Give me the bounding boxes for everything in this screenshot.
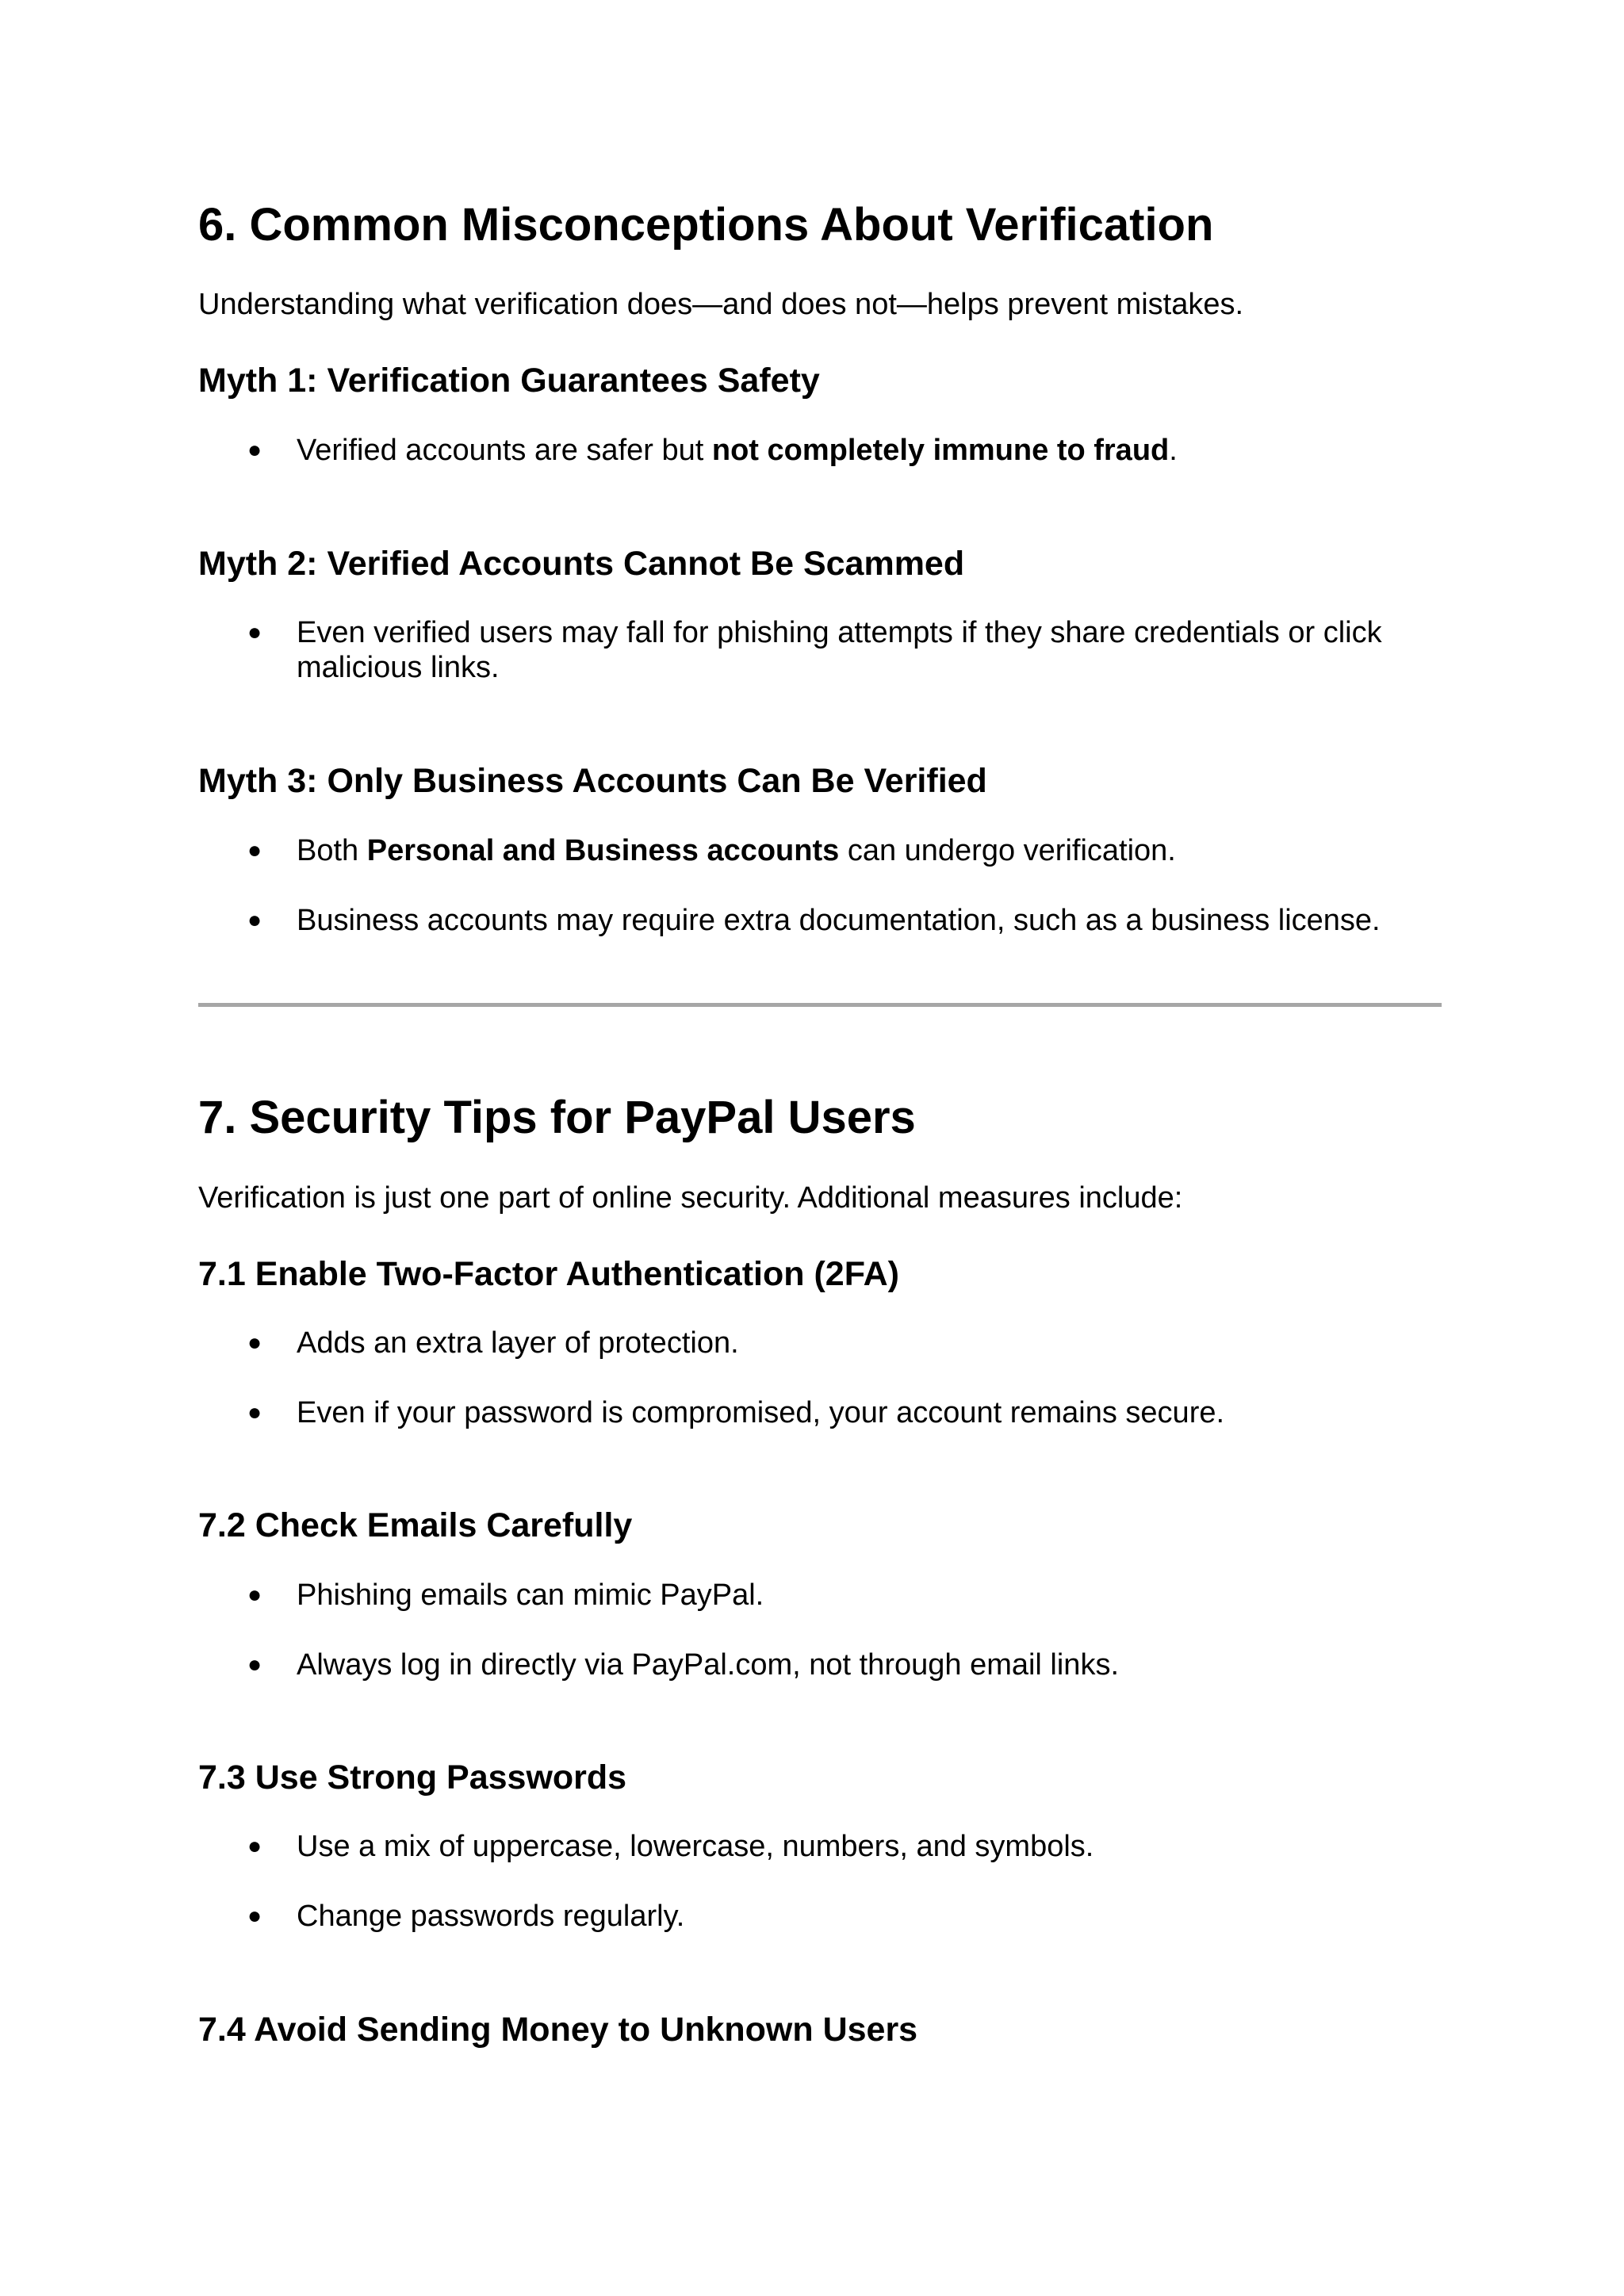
tip-7-3-heading: 7.3 Use Strong Passwords: [198, 1758, 627, 1797]
bullet-icon: ●: [247, 907, 262, 933]
document-page: [198, 0, 1443, 2296]
bullet-text: Always log in directly via PayPal.com, not through email links.: [297, 1648, 1120, 1682]
section-6-heading: 6. Common Misconceptions About Verification: [198, 199, 1214, 251]
bullet-text: Even if your password is compromised, your account remains secure.: [297, 1396, 1225, 1429]
bullet-text: Verified accounts are safer but not completely immune to fraud.: [297, 434, 1178, 467]
tip-7-2-bullet-1: [247, 1578, 1437, 1613]
tip-7-3-bullet-1: [247, 1829, 1437, 1864]
bullet-icon: ●: [247, 619, 262, 645]
bullet-icon: ●: [247, 437, 262, 463]
myth-1-heading: Myth 1: Verification Guarantees Safety: [198, 362, 820, 400]
myth-1-bullet-1: [247, 433, 1437, 468]
bullet-icon: ●: [247, 1582, 262, 1608]
bullet-icon: ●: [247, 1399, 262, 1425]
tip-7-1-bullet-1: [247, 1326, 1437, 1360]
section-divider: [198, 1003, 1442, 1007]
myth-3-bullet-2: [247, 903, 1437, 938]
bullet-text: Adds an extra layer of protection.: [297, 1326, 739, 1360]
bullet-text: Both Personal and Business accounts can undergo verification.: [297, 834, 1176, 867]
myth-3-bullet-1: [247, 833, 1437, 868]
myth-3-heading: Myth 3: Only Business Accounts Can Be Verified: [198, 762, 987, 800]
tip-7-2-bullet-2: [247, 1647, 1437, 1682]
section-7-intro: Verification is just one part of online security. Additional measures include:: [198, 1181, 1183, 1215]
bullet-icon: ●: [247, 1651, 262, 1678]
bullet-icon: ●: [247, 837, 262, 863]
section-6-intro: Understanding what verification does—and does not—helps prevent mistakes.: [198, 288, 1244, 321]
bullet-text: Use a mix of uppercase, lowercase, numbers, and symbols.: [297, 1830, 1094, 1863]
tip-7-1-heading: 7.1 Enable Two-Factor Authentication (2FA): [198, 1255, 899, 1293]
bullet-icon: ●: [247, 1903, 262, 1929]
bullet-text: Phishing emails can mimic PayPal.: [297, 1578, 764, 1612]
bullet-text: Change passwords regularly.: [297, 1900, 685, 1933]
bullet-text: Business accounts may require extra documentation, such as a business license.: [297, 904, 1381, 937]
tip-7-1-bullet-2: [247, 1395, 1437, 1430]
tip-7-4-heading: 7.4 Avoid Sending Money to Unknown Users: [198, 2011, 918, 2049]
bullet-icon: ●: [247, 1833, 262, 1859]
section-7-heading: 7. Security Tips for PayPal Users: [198, 1092, 916, 1143]
bullet-text: Even verified users may fall for phishing attempts if they share credentials or click malicious links.: [297, 616, 1382, 684]
bullet-icon: ●: [247, 1330, 262, 1356]
myth-2-bullet-1: [247, 615, 1437, 685]
myth-2-heading: Myth 2: Verified Accounts Cannot Be Scammed: [198, 545, 965, 583]
tip-7-2-heading: 7.2 Check Emails Carefully: [198, 1506, 633, 1544]
tip-7-3-bullet-2: [247, 1899, 1437, 1934]
